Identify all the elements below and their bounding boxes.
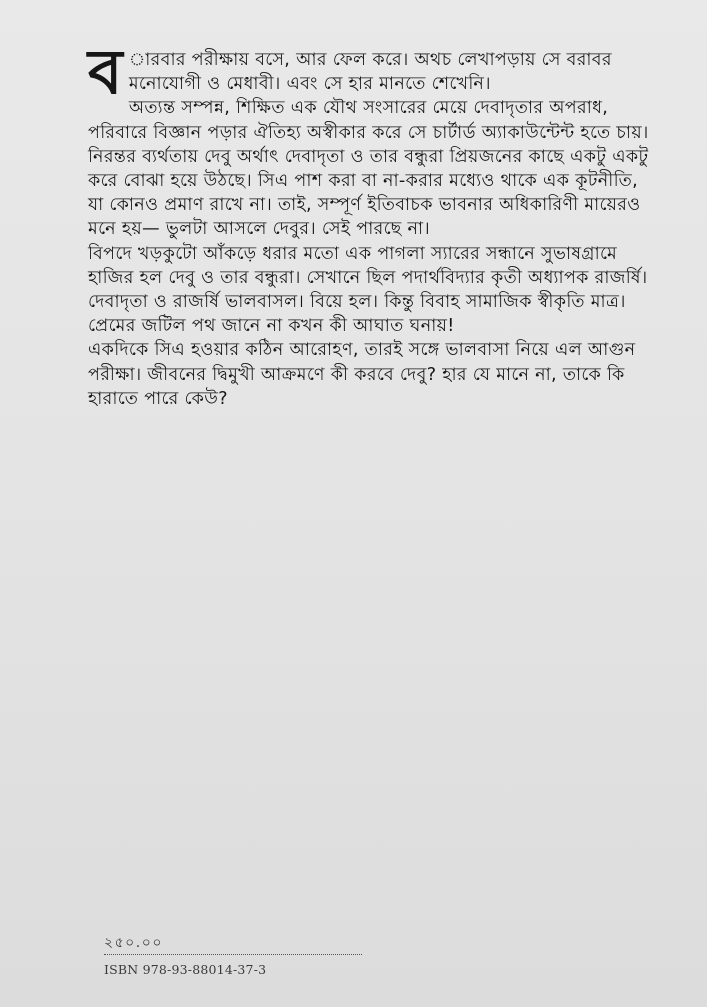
paragraph-text: ারবার পরীক্ষায় বসে, আর ফেল করে। অথচ লেখাপড়ায় সে বরাবর মনোযোগী ও মেধাবী। এবং সে হার মানতে শেখেনি। — [128, 50, 612, 95]
drop-cap: ব — [88, 35, 123, 108]
blurb-text — [88, 35, 653, 411]
blurb-paragraph-4: বিপদে খড়কুটো আঁকড়ে ধরার মতো এক পাগলা স্যারের সন্ধানে সুভাষগ্রামে হাজির হল দেবু ও তার বন্ধুরা। সেখানে ছিল পদার্থবিদ্যার কৃতী অধ্যাপক রাজর্ষি। দেবাদৃতা ও রাজর্ষি ভালবাসল। বিয়ে হল। কিন্তু বিবাহ সামাজিক স্বীকৃতি মাত্র। প্রেমের জটিল পথ জানে না কখন কী আঘাত ঘনায়! — [88, 243, 648, 337]
blurb-paragraph-2: অত্যন্ত সম্পন্ন, শিক্ষিত এক যৌথ সংসারের মেয়ে দেবাদৃতার অপরাধ, পরিবারে বিজ্ঞান পড়ার ঐতিহ্য অস্বীকার করে সে চার্টার্ড অ্যাকাউন্টেন্ট হতে চায়। — [88, 98, 649, 143]
isbn-label: ISBN 978-93-88014-37-3 — [104, 962, 267, 977]
divider — [104, 954, 362, 955]
blurb-paragraph-5: একদিকে সিএ হওয়ার কঠিন আরোহণ, তারই সঙ্গে ভালবাসা নিয়ে এল আগুন পরীক্ষা। জীবনের দ্বিমুখী আক্রমণে কী করবে দেবু? হার যে মানে না, তাকে কি হারাতে পারে কেউ? — [88, 340, 636, 409]
price-label: ২৫০.০০ — [104, 935, 163, 951]
blurb-paragraph-1 — [88, 35, 653, 108]
blurb-paragraph-3: নিরন্তর ব্যর্থতায় দেবু অর্থাৎ দেবাদৃতা ও তার বন্ধুরা প্রিয়জনের কাছে একটু একটু করে বোঝা হয়ে উঠছে। সিএ পাশ করা বা না-করার মধ্যেও থাকে এক কূটনীতি, যা কোনও প্রমাণ রাখে না। তাই, সম্পূর্ণ ইতিবাচক ভাবনার অধিকারিণী মায়েরও মনে হয়— ভুলটা আসলে দেবুর। সেই পারছে না। — [88, 146, 649, 240]
